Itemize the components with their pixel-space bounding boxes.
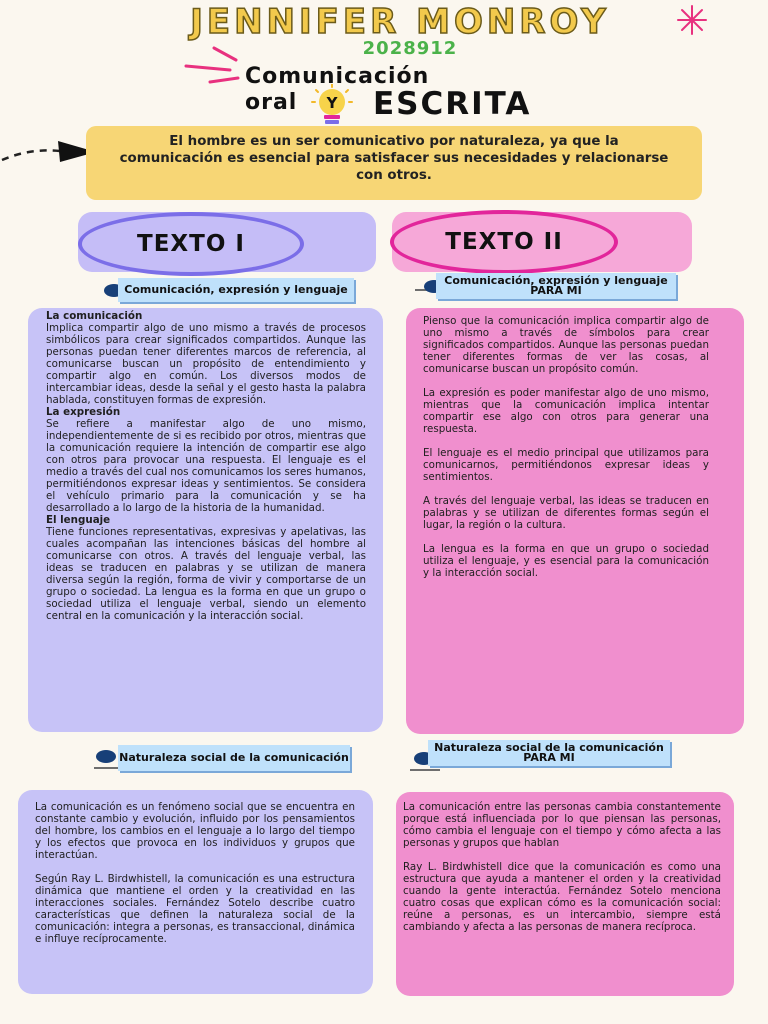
author-name: JENNIFER MONROY [190,2,610,42]
paragraph: Ray L. Birdwhistell dice que la comunicación es como una estructura que ayuda a mantener el orden y la creatividad cuando la gente interactúa. Fernández Sotelo menciona cuatro cosas que explican cómo es la comunicación social: reúne a personas, es un intercambio, siempre está cambiando y afecta a las personas de manera recíproca. [403,861,721,933]
title-connector-y: Y [326,94,338,112]
texto2-body [423,315,709,579]
sparkle-star-icon [676,4,708,36]
paragraph: Tiene funciones representativas, expresivas y apelativas, las cuales acompañan las intenciones básicas del hombre al comunicarse con otros. A través del lenguaje verbal, las ideas se traducen en palabras y se utilizan de manera diversa según la región, forma de vivir y comportarse de un grupo o sociedad. La lengua es la forma en que un grupo o sociedad utiliza el lenguaje verbal, siendo un elemento central en la comunicación y la interacción social. [46,526,366,622]
bullet-dot [96,750,116,763]
paragraph: La expresión es poder manifestar algo de uno mismo, mientras que la comunicación implica intentar compartir ese algo con otros para generar una respuesta. [423,387,709,435]
texto1-body-2 [35,801,355,945]
texto2-body-2 [403,801,721,933]
title-oral: oral [245,90,298,115]
paragraph: Implica compartir algo de uno mismo a través de procesos simbólicos para crear significados compartidos. Aunque las personas puedan tener diferentes marcos de referencia, al comunicarse buscan un propósito de entendimiento y compartir algo en común. Los diversos modos de intercambiar ideas, desde la señal y el gesto hasta la palabra hablada, constituyen formas de expresión. [46,322,366,406]
texto2-section2-label: Naturaleza social de la comunicación PARA MI [428,740,670,766]
texto2-heading: TEXTO II [390,210,618,274]
subheading-lenguaje: El lenguaje [46,514,111,526]
paragraph: Se refiere a manifestar algo de uno mismo, independientemente de si es recibido por otros, mientras que la comunicación requiere la intención de compartir ese algo con otros para provocar una respuesta. El lenguaje es el medio a través del cual nos comunicamos los seres humanos, permitiéndonos expresar ideas y sentimientos. Se considera el vehículo primario para la comunicación y se ha desarrollado a lo largo de la historia de la humanidad. [46,418,366,514]
lightbulb-icon [310,84,354,128]
texto2-section-label: Comunicación, expresión y lenguaje PARA MI [436,273,676,299]
paragraph: Pienso que la comunicación implica compartir algo de uno mismo a través de símbolos para crear significados compartidos. Aunque las personas puedan tener diferentes formas de ver las cosas, al comunicarse buscan un propósito común. [423,315,709,375]
texto1-section-label: Comunicación, expresión y lenguaje [118,278,354,302]
texto1-heading: TEXTO I [78,212,304,276]
label-connector [410,769,440,771]
paragraph: El lenguaje es el medio principal que utilizamos para comunicarnos, permitiéndonos expresar ideas y sentimientos. [423,447,709,483]
title-comunicacion: Comunicación [245,64,430,89]
paragraph: Según Ray L. Birdwhistell, la comunicación es una estructura dinámica que mantiene el orden y la creatividad en las interacciones sociales. Fernández Sotelo describe cuatro características que definen la naturaleza social de la comunicación: integra a personas, es transaccional, dinámica e influye recíprocamente. [35,873,355,945]
subheading-comunicacion: La comunicación [46,310,143,322]
intro-box [86,126,702,200]
paragraph: La comunicación entre las personas cambia constantemente porque está influenciada por lo que piensan las personas, cómo cambia el lenguaje con el tiempo y cómo afecta a las personas y grupos que hablan [403,801,721,849]
paragraph: La lengua es la forma en que un grupo o sociedad utiliza el lenguaje, y es esencial para la comunicación y la interacción social. [423,543,709,579]
texto1-section2-label: Naturaleza social de la comunicación [118,745,350,771]
dashed-arrow-icon [0,138,100,172]
texto1-body [46,310,366,622]
paragraph: A través del lenguaje verbal, las ideas se traducen en palabras y se utilizan de diferentes formas según el lugar, la región o la cultura. [423,495,709,531]
paragraph: La comunicación es un fenómeno social que se encuentra en constante cambio y evolución, influido por los pensamientos del hombre, los cambios en el lenguaje a lo largo del tiempo y los efectos que provoca en los individuos y grupos que interactúan. [35,801,355,861]
subheading-expresion: La expresión [46,406,121,418]
intro-text: El hombre es un ser comunicativo por naturaleza, ya que la comunicación es esencial para satisfacer sus necesidades y relacionarse con otros. [119,134,669,183]
student-code: 2028912 [362,38,458,59]
title-escrita: ESCRITA [373,86,532,122]
